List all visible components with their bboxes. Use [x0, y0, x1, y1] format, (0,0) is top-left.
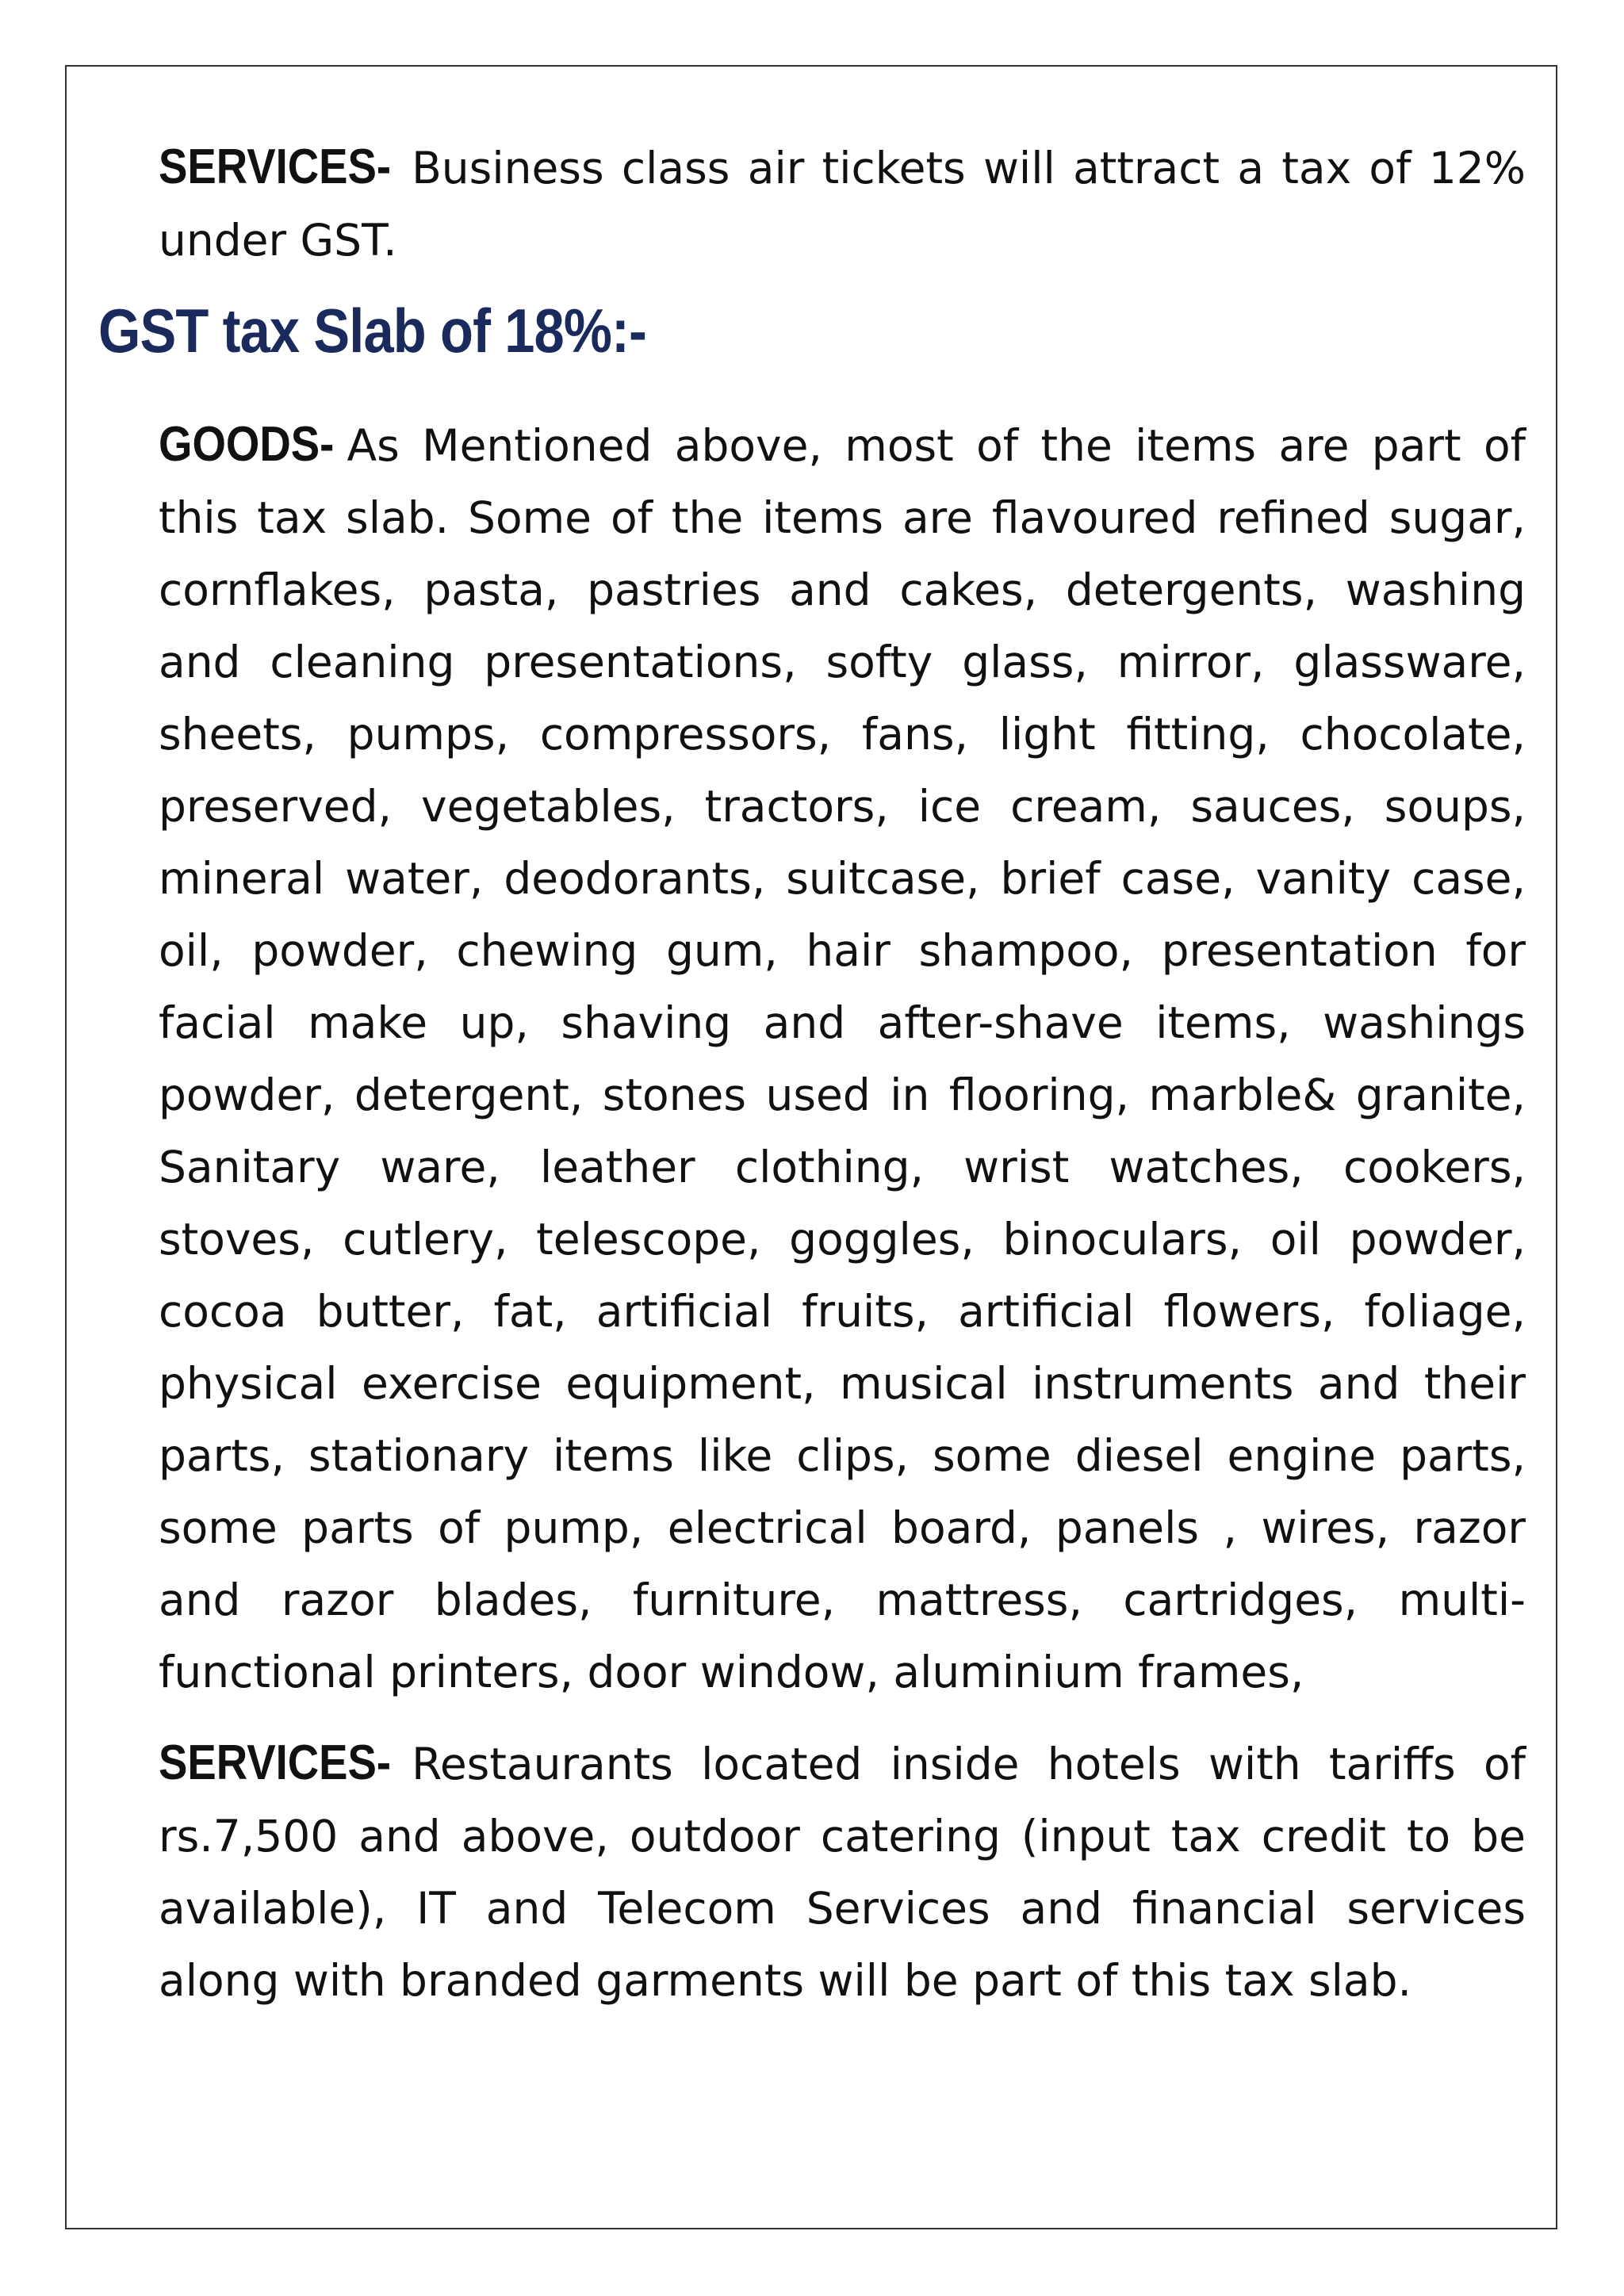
- goods-text: As Mentioned above, most of the items are part of this tax slab. Some of the items are flavoured refined sugar, cornflakes, pasta, pastries and cakes, detergents, washing and cleaning presentations, softy glass, mirror, glassware, sheets, pumps, compressors, fans, light fitting, chocolate, preserved, vegetables, tractors, ice cream, sauces, soups, mineral water, deodorants, suitcase, brief case, vanity case, oil, powder, chewing gum, hair shampoo, presentation for facial make up, shaving and after-shave items, washings powder, detergent, stones used in flooring, marble& granite, Sanitary ware, leather clothing, wrist watches, cookers, stoves, cutlery, telescope, goggles, binoculars, oil powder, cocoa butter, fat, artificial fruits, artificial flowers, foliage, physical exercise equipment, musical instruments and their parts, stationary items like clips, some diesel engine parts, some parts of pump, electrical board, panels , wires, razor and razor blades, furniture, mattress, cartridges, multi-functional printers, door window, aluminium frames,: [159, 420, 1526, 1697]
- services-lead-label: SERVICES-: [159, 140, 392, 194]
- services-text-18-percent: Restaurants located inside hotels with tariffs of rs.7,500 and above, outdoor catering (input tax credit to be available), IT and Telecom Services and financial services along with branded garments will be part of this tax slab.: [159, 1739, 1526, 2006]
- goods-lead-label: GOODS-: [159, 417, 335, 472]
- goods-paragraph: [159, 408, 1526, 1709]
- services-text-12-percent: Business class air tickets will attract a tax of 12% under GST.: [159, 143, 1526, 266]
- services-paragraph-12-percent: [159, 131, 1526, 277]
- services-lead-label: SERVICES-: [159, 1735, 392, 1790]
- services-paragraph-18-percent: [159, 1727, 1526, 2017]
- section-heading-18-percent: GST tax Slab of 18%:-: [98, 296, 646, 365]
